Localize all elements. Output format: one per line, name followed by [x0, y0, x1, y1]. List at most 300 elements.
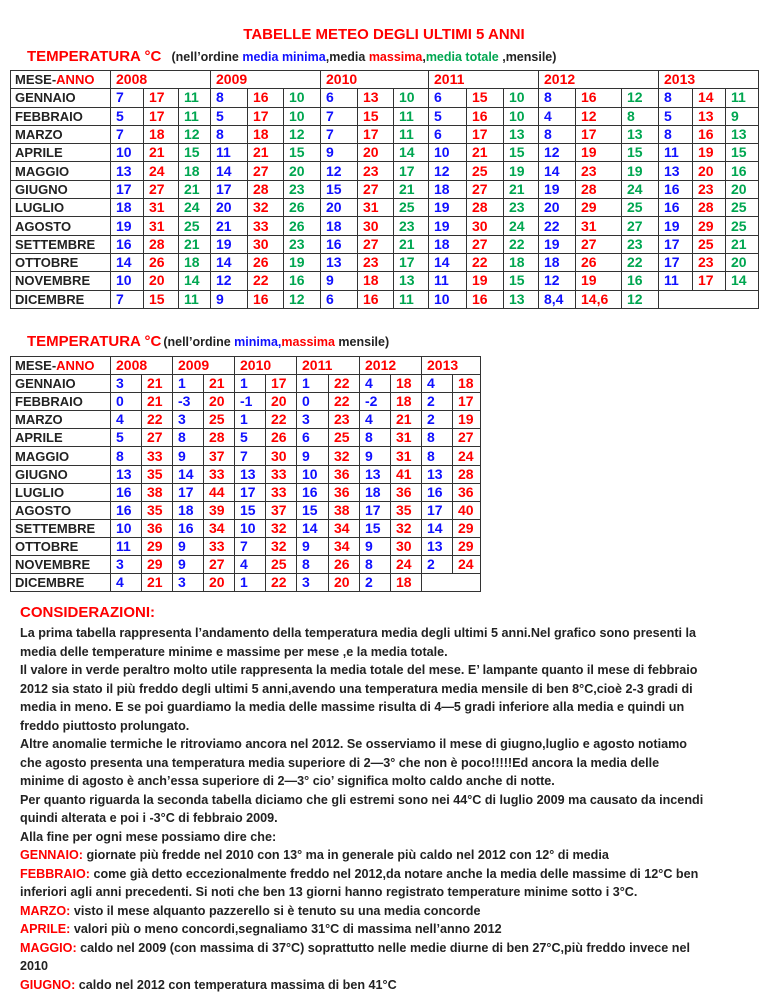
- min-value: 9: [321, 144, 358, 162]
- min-value: 13: [360, 465, 391, 483]
- max-value: 40: [453, 501, 481, 519]
- text-line: [20, 624, 765, 643]
- avg-value: 11: [394, 107, 429, 125]
- max-value: 30: [467, 217, 504, 235]
- note-media-totale: media totale: [425, 50, 499, 64]
- max-value: 21: [142, 574, 173, 592]
- min-value: -3: [173, 393, 204, 411]
- avg-value: 21: [179, 235, 211, 253]
- avg-value: 13: [726, 125, 759, 143]
- line-text: visto il mese alquanto pazzerello si è tenuto su una media concorde: [70, 903, 481, 918]
- avg-value: 25: [394, 199, 429, 217]
- min-value: 8: [211, 89, 248, 107]
- max-value: 12: [576, 107, 622, 125]
- max-value: 20: [204, 574, 235, 592]
- max-value: 13: [358, 89, 394, 107]
- avg-value: 15: [504, 144, 539, 162]
- min-value: 8: [659, 89, 693, 107]
- header-anno: ANNO: [56, 72, 95, 88]
- empty-cell: [422, 574, 481, 592]
- line-text: freddo piuttosto prolungato.: [20, 718, 190, 733]
- table-row: [11, 272, 759, 290]
- min-value: 6: [321, 89, 358, 107]
- text-line: [20, 772, 765, 791]
- avg-value: 10: [394, 89, 429, 107]
- avg-value: 12: [622, 89, 659, 107]
- min-value: 19: [211, 235, 248, 253]
- avg-value: 23: [394, 217, 429, 235]
- text-line: [20, 643, 765, 662]
- max-value: 18: [391, 375, 422, 393]
- max-value: 41: [391, 465, 422, 483]
- max-value: 32: [266, 519, 297, 537]
- max-value: 22: [266, 411, 297, 429]
- max-value: 27: [576, 235, 622, 253]
- min-value: 7: [111, 89, 144, 107]
- max-value: 23: [358, 253, 394, 271]
- text-line: [20, 680, 765, 699]
- text-line: [20, 957, 765, 976]
- max-value: 20: [693, 162, 726, 180]
- min-value: 18: [111, 199, 144, 217]
- avg-value: 25: [726, 217, 759, 235]
- text-line: [20, 846, 765, 865]
- avg-value: 19: [622, 162, 659, 180]
- month-label: FEBBRAIO: [11, 393, 111, 411]
- considerazioni-text: [20, 624, 765, 994]
- max-value: 32: [329, 447, 360, 465]
- month-label: AGOSTO: [11, 217, 111, 235]
- max-value: 13: [693, 107, 726, 125]
- year-header: 2009: [211, 71, 321, 89]
- empty-cell: [659, 290, 759, 308]
- min-value: 14: [173, 465, 204, 483]
- min-value: 4: [111, 411, 142, 429]
- month-label: SETTEMBRE: [11, 235, 111, 253]
- max-value: 17: [576, 125, 622, 143]
- avg-value: 16: [726, 162, 759, 180]
- max-value: 24: [144, 162, 179, 180]
- min-value: 8,4: [539, 290, 576, 308]
- min-value: 11: [429, 272, 467, 290]
- avg-value: 25: [726, 199, 759, 217]
- table-row: [11, 519, 481, 537]
- max-value: 27: [144, 180, 179, 198]
- max-value: 20: [358, 144, 394, 162]
- min-value: 4: [235, 556, 266, 574]
- min-value: 13: [422, 537, 453, 555]
- max-value: 31: [391, 447, 422, 465]
- min-value: 0: [111, 393, 142, 411]
- max-value: 27: [467, 235, 504, 253]
- table-row: [11, 574, 481, 592]
- min-value: 13: [111, 465, 142, 483]
- max-value: 35: [391, 501, 422, 519]
- avg-value: 22: [504, 235, 539, 253]
- min-value: 16: [111, 501, 142, 519]
- avg-value: 10: [504, 107, 539, 125]
- max-value: 16: [248, 89, 284, 107]
- max-value: 17: [453, 393, 481, 411]
- text-line: [20, 920, 765, 939]
- max-value: 17: [467, 125, 504, 143]
- extreme-temperature-table: [10, 356, 481, 592]
- min-value: 5: [659, 107, 693, 125]
- min-value: 20: [321, 199, 358, 217]
- max-value: 28: [453, 465, 481, 483]
- avg-value: 27: [622, 217, 659, 235]
- text-line: [20, 717, 765, 736]
- table-row: [11, 125, 759, 143]
- line-text: Il valore in verde peraltro molto utile rappresenta la media totale del mese. E’ lampante quanto il mese di febbraio: [20, 663, 698, 677]
- avg-value: 25: [622, 199, 659, 217]
- min-value: 19: [539, 180, 576, 198]
- min-value: 1: [235, 375, 266, 393]
- min-value: 8: [297, 556, 329, 574]
- avg-value: 9: [726, 107, 759, 125]
- header-mese: MESE-: [15, 72, 57, 88]
- max-value: 16: [693, 125, 726, 143]
- min-value: 4: [360, 411, 391, 429]
- table2-heading: [27, 333, 389, 350]
- text-line: [20, 865, 765, 884]
- max-value: 33: [204, 537, 235, 555]
- min-value: 10: [429, 290, 467, 308]
- max-value: 22: [467, 253, 504, 271]
- max-value: 33: [248, 217, 284, 235]
- avg-value: 12: [284, 125, 321, 143]
- avg-value: 14: [394, 144, 429, 162]
- max-value: 36: [142, 519, 173, 537]
- min-value: 11: [111, 537, 142, 555]
- avg-value: 26: [284, 217, 321, 235]
- max-value: 23: [329, 411, 360, 429]
- max-value: 18: [391, 574, 422, 592]
- min-value: 17: [211, 180, 248, 198]
- max-value: 28: [693, 199, 726, 217]
- max-value: 34: [329, 519, 360, 537]
- month-label: GENNAIO:: [20, 848, 83, 862]
- min-value: 4: [539, 107, 576, 125]
- max-value: 38: [329, 501, 360, 519]
- table-row: [11, 483, 481, 501]
- avg-value: 13: [504, 125, 539, 143]
- min-value: 19: [429, 217, 467, 235]
- max-value: 33: [266, 483, 297, 501]
- max-value: 38: [142, 483, 173, 501]
- max-value: 22: [142, 411, 173, 429]
- max-value: 25: [329, 429, 360, 447]
- avg-value: 12: [622, 290, 659, 308]
- min-value: 5: [429, 107, 467, 125]
- min-value: 18: [429, 180, 467, 198]
- min-value: 2: [422, 393, 453, 411]
- line-text: media in meno. E se poi guardiamo la media delle massime risulta di 4—5 gradi inferiore alla media e quindi un: [20, 700, 685, 714]
- min-value: 7: [111, 290, 144, 308]
- max-value: 19: [576, 272, 622, 290]
- max-value: 16: [358, 290, 394, 308]
- max-value: 28: [467, 199, 504, 217]
- note-open: (nell’ordine: [163, 335, 235, 349]
- max-value: 36: [329, 483, 360, 501]
- min-value: 19: [659, 217, 693, 235]
- max-value: 17: [358, 125, 394, 143]
- table-row: [11, 393, 481, 411]
- note-close: ,mensile): [498, 50, 557, 64]
- year-header: 2013: [422, 357, 481, 375]
- avg-value: 19: [504, 162, 539, 180]
- min-value: 9: [321, 272, 358, 290]
- max-value: 21: [204, 375, 235, 393]
- min-value: 19: [429, 199, 467, 217]
- min-value: 17: [111, 180, 144, 198]
- max-value: 25: [204, 411, 235, 429]
- note-close: mensile): [334, 335, 390, 349]
- avg-value: 11: [179, 89, 211, 107]
- min-value: 4: [422, 375, 453, 393]
- min-value: 2: [422, 411, 453, 429]
- header-mese: MESE-: [15, 358, 57, 374]
- note-media-minima: media minima: [242, 50, 326, 64]
- max-value: 24: [391, 556, 422, 574]
- max-value: 29: [453, 519, 481, 537]
- min-value: 22: [539, 217, 576, 235]
- note-sep: ,: [422, 50, 426, 64]
- min-value: 3: [111, 556, 142, 574]
- average-temperature-table: [10, 70, 759, 309]
- max-value: 32: [266, 537, 297, 555]
- max-value: 30: [358, 217, 394, 235]
- avg-value: 15: [284, 144, 321, 162]
- max-value: 21: [248, 144, 284, 162]
- max-value: 16: [467, 107, 504, 125]
- year-header: 2008: [111, 71, 211, 89]
- year-header: 2010: [235, 357, 297, 375]
- max-value: 26: [576, 253, 622, 271]
- min-value: 12: [211, 272, 248, 290]
- max-value: 18: [248, 125, 284, 143]
- avg-value: 25: [179, 217, 211, 235]
- line-text: inferiori agli anni precedenti. Si noti che ben 13 giorni hanno registrato temperature minime sotto i 3°C.: [20, 885, 638, 899]
- min-value: 14: [211, 162, 248, 180]
- min-value: 20: [539, 199, 576, 217]
- table-row: [11, 235, 759, 253]
- min-value: 3: [111, 375, 142, 393]
- min-value: 13: [111, 162, 144, 180]
- min-value: 21: [211, 217, 248, 235]
- table-row: [11, 501, 481, 519]
- max-value: 29: [142, 556, 173, 574]
- max-value: 16: [467, 290, 504, 308]
- max-value: 25: [693, 235, 726, 253]
- avg-value: 20: [284, 162, 321, 180]
- max-value: 37: [204, 447, 235, 465]
- min-value: 4: [111, 574, 142, 592]
- min-value: 16: [111, 483, 142, 501]
- month-label: MAGGIO: [11, 447, 111, 465]
- max-value: 24: [453, 556, 481, 574]
- max-value: 36: [329, 465, 360, 483]
- max-value: 29: [693, 217, 726, 235]
- table-row: [11, 290, 759, 308]
- line-text: La prima tabella rappresenta l’andamento della temperatura media degli ultimi 5 anni.Nel grafico sono presenti la: [20, 626, 697, 640]
- text-line: [20, 754, 765, 773]
- line-text: 2010: [20, 959, 49, 973]
- min-value: 11: [659, 144, 693, 162]
- min-value: 18: [321, 217, 358, 235]
- avg-value: 14: [179, 272, 211, 290]
- min-value: 10: [111, 144, 144, 162]
- text-line: [20, 939, 765, 958]
- avg-value: 15: [179, 144, 211, 162]
- min-value: 10: [111, 272, 144, 290]
- min-value: 2: [422, 556, 453, 574]
- line-text: minime di agosto è anch’essa superiore di 2—3° cio’ significa molto caldo anche di notte.: [20, 774, 555, 788]
- table-row: [11, 144, 759, 162]
- avg-value: 11: [394, 290, 429, 308]
- avg-value: 15: [622, 144, 659, 162]
- min-value: 5: [235, 429, 266, 447]
- month-label: APRILE: [11, 144, 111, 162]
- max-value: 30: [248, 235, 284, 253]
- max-value: 23: [693, 253, 726, 271]
- table1-heading: [27, 48, 556, 65]
- avg-value: 23: [284, 235, 321, 253]
- max-value: 32: [248, 199, 284, 217]
- max-value: 26: [329, 556, 360, 574]
- max-value: 30: [391, 537, 422, 555]
- min-value: 1: [173, 375, 204, 393]
- month-label: GIUGNO: [11, 180, 111, 198]
- min-value: 10: [235, 519, 266, 537]
- month-label: SETTEMBRE: [11, 519, 111, 537]
- min-value: 9: [297, 447, 329, 465]
- avg-value: 15: [726, 144, 759, 162]
- min-value: 8: [539, 89, 576, 107]
- max-value: 20: [204, 393, 235, 411]
- avg-value: 19: [284, 253, 321, 271]
- max-value: 17: [248, 107, 284, 125]
- note-comma: ,: [325, 50, 330, 64]
- month-label: GIUGNO: [11, 465, 111, 483]
- avg-value: 14: [726, 272, 759, 290]
- line-text: che agosto presenta una temperatura media superiore di 2—3° che non è poco!!!!!Ed ancora la media delle: [20, 755, 660, 770]
- month-label: APRILE:: [20, 922, 71, 936]
- table-row: [11, 465, 481, 483]
- avg-value: 17: [394, 162, 429, 180]
- max-value: 23: [358, 162, 394, 180]
- min-value: 17: [422, 501, 453, 519]
- page-title: TABELLE METEO DEGLI ULTIMI 5 ANNI: [243, 26, 525, 43]
- text-line: [20, 809, 765, 828]
- min-value: 11: [659, 272, 693, 290]
- min-value: 10: [111, 519, 142, 537]
- note-media: media: [329, 50, 369, 64]
- year-header: 2010: [321, 71, 429, 89]
- table-row: [11, 375, 481, 393]
- max-value: 28: [204, 429, 235, 447]
- line-text: valori più o meno concordi,segnaliamo 31°C di massima nell’anno 2012: [70, 922, 502, 936]
- max-value: 35: [142, 501, 173, 519]
- table-row: [11, 429, 481, 447]
- max-value: 15: [358, 107, 394, 125]
- max-value: 27: [358, 180, 394, 198]
- max-value: 22: [329, 393, 360, 411]
- min-value: 16: [659, 199, 693, 217]
- max-value: 33: [204, 465, 235, 483]
- min-value: 3: [297, 574, 329, 592]
- month-label: MARZO:: [20, 903, 71, 918]
- line-text: caldo nel 2012 con temperatura massima di ben 41°C: [75, 977, 397, 992]
- max-value: 24: [453, 447, 481, 465]
- table-row: [11, 162, 759, 180]
- avg-value: 16: [622, 272, 659, 290]
- max-value: 19: [467, 272, 504, 290]
- avg-value: 23: [622, 235, 659, 253]
- max-value: 18: [358, 272, 394, 290]
- month-label: FEBBRAIO:: [20, 866, 90, 881]
- max-value: 31: [391, 429, 422, 447]
- month-label: AGOSTO: [11, 501, 111, 519]
- avg-value: 16: [284, 272, 321, 290]
- avg-value: 21: [394, 180, 429, 198]
- max-value: 25: [266, 556, 297, 574]
- max-value: 18: [453, 375, 481, 393]
- min-value: 18: [173, 501, 204, 519]
- max-value: 27: [467, 180, 504, 198]
- min-value: 8: [422, 447, 453, 465]
- min-value: 8: [111, 447, 142, 465]
- month-label: MAGGIO:: [20, 940, 77, 955]
- min-value: 16: [111, 235, 144, 253]
- header-mese-anno: [11, 71, 111, 89]
- max-value: 19: [576, 144, 622, 162]
- min-value: 15: [297, 501, 329, 519]
- avg-value: 23: [504, 199, 539, 217]
- table-row: [11, 89, 759, 107]
- max-value: 15: [467, 89, 504, 107]
- max-value: 34: [329, 537, 360, 555]
- min-value: 10: [429, 144, 467, 162]
- min-value: 9: [173, 447, 204, 465]
- line-text: media delle temperature minime e massime per mese ,e la media totale.: [20, 644, 448, 659]
- max-value: 27: [248, 162, 284, 180]
- avg-value: 21: [504, 180, 539, 198]
- max-value: 17: [144, 107, 179, 125]
- min-value: 18: [429, 235, 467, 253]
- table2-heading-text: TEMPERATURA °C: [27, 333, 162, 350]
- max-value: 22: [266, 574, 297, 592]
- min-value: 15: [321, 180, 358, 198]
- avg-value: 24: [622, 180, 659, 198]
- min-value: 12: [539, 272, 576, 290]
- min-value: 9: [173, 537, 204, 555]
- year-header: 2011: [297, 357, 360, 375]
- min-value: 20: [211, 199, 248, 217]
- avg-value: 11: [179, 107, 211, 125]
- month-label: APRILE: [11, 429, 111, 447]
- avg-value: 21: [394, 235, 429, 253]
- max-value: 36: [453, 483, 481, 501]
- min-value: 8: [360, 556, 391, 574]
- header-mese-anno: [11, 357, 111, 375]
- month-label: NOVEMBRE: [11, 272, 111, 290]
- min-value: 14: [111, 253, 144, 271]
- text-line: [20, 735, 765, 754]
- month-label: MARZO: [11, 411, 111, 429]
- min-value: 8: [173, 429, 204, 447]
- max-value: 27: [453, 429, 481, 447]
